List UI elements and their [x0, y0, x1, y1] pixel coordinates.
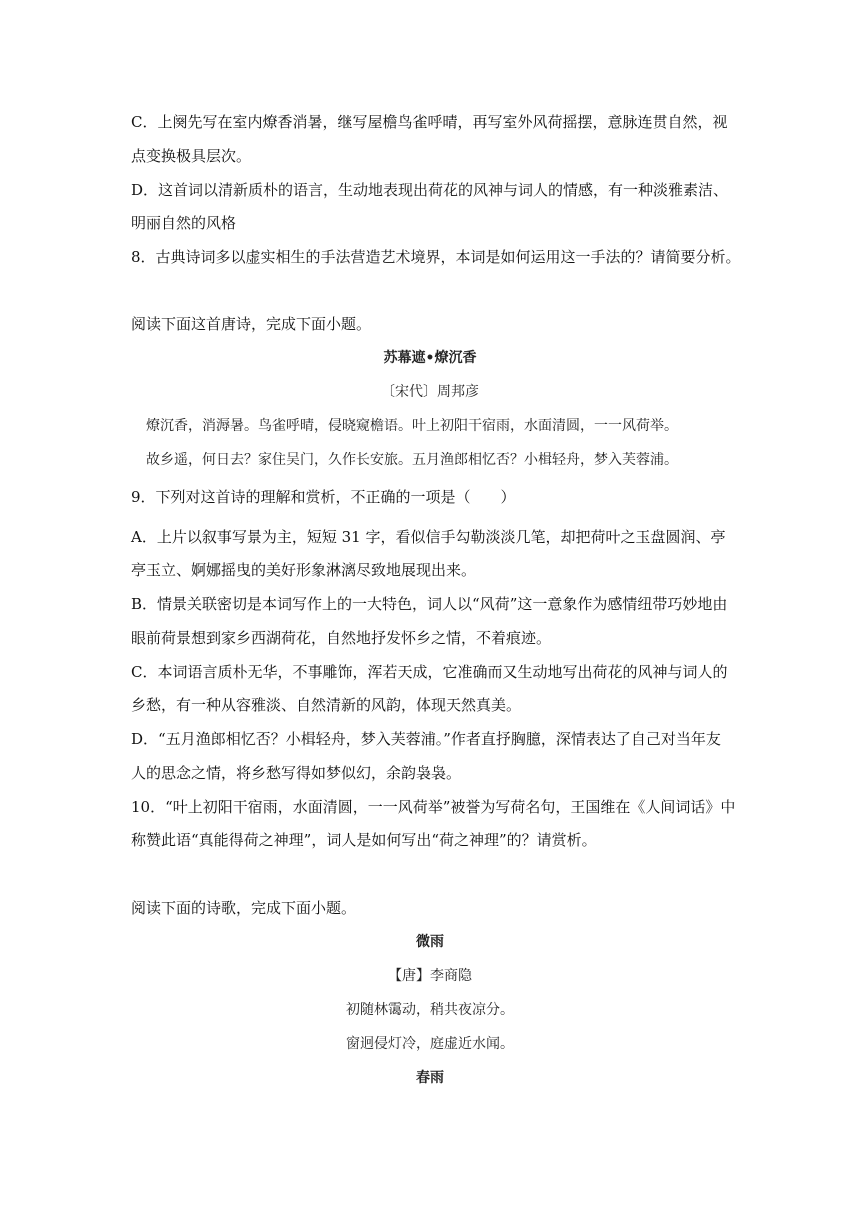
poem2-title: 春雨 [416, 1070, 444, 1086]
q9-option-d-line1: D．“五月渔郎相忆否？小楫轻舟，梦入芙蓉浦。”作者直抒胸臆，深情表达了自己对当年友 [131, 730, 721, 748]
section3-intro: 阅读下面的诗歌，完成下面小题。 [131, 899, 357, 917]
q9-option-a-line1: A．上片以叙事写景为主，短短 31 字，看似信手勾勒淡淡几笔，却把荷叶之玉盘圆润、亭 [131, 528, 726, 546]
q9-option-b-line2: 眼前荷景想到家乡西湖荷花，自然地抒发怀乡之情，不着痕迹。 [131, 629, 552, 647]
q9-option-a-line2: 亭玉立、婀娜摇曳的美好形象淋漓尽致地展现出来。 [131, 561, 477, 579]
poem1-line-1: 初随林霭动，稍共夜凉分。 [346, 1002, 514, 1018]
section2-intro: 阅读下面这首唐诗，完成下面小题。 [131, 315, 372, 333]
q8-question: 8．古典诗词多以虚实相生的手法营造艺术境界，本词是如何运用这一手法的？请简要分析。 [131, 248, 741, 266]
poem-author: 〔宋代〕周邦彦 [381, 384, 479, 400]
q9-option-b-line1: B．情景关联密切是本词写作上的一大特色，词人以“风荷”这一意象作为感情纽带巧妙地由 [131, 595, 728, 613]
q10-line2: 称赞此语“真能得荷之神理”，词人是如何写出“荷之神理”的？请赏析。 [131, 831, 597, 849]
q7-option-c-line1: C．上阕先写在室内燎香消暑，继写屋檐鸟雀呼晴，再写室外风荷摇摆，意脉连贯自然，视 [131, 113, 728, 131]
poem1-author: 【唐】李商隐 [388, 968, 472, 984]
q9-option-c-line2: 乡愁，有一种从容雅淡、自然清新的风韵，体现天然真美。 [131, 696, 522, 714]
poem-title: 苏幕遮•燎沉香 [383, 350, 477, 366]
poem-line-2: 故乡遥，何日去？家住吴门，久作长安旅。五月渔郎相忆否？小楫轻舟，梦入芙蓉浦。 [146, 452, 678, 468]
q10-line1: 10．“叶上初阳干宿雨，水面清圆，一一风荷举”被誉为写荷名句，王国维在《人间词话》中 [131, 798, 736, 816]
q7-option-d-line2: 明丽自然的风格 [131, 214, 237, 232]
q9-option-c-line1: C．本词语言质朴无华，不事雕饰，浑若天成，它准确而又生动地写出荷花的风神与词人的 [131, 663, 728, 681]
poem1-title: 微雨 [416, 934, 444, 950]
poem1-line-2: 窗迥侵灯冷，庭虚近水闻。 [346, 1036, 514, 1052]
poem-line-1: 燎沉香，消溽暑。鸟雀呼晴，侵晓窥檐语。叶上初阳干宿雨，水面清圆，一一风荷举。 [146, 418, 678, 434]
q9-option-d-line2: 人的思念之情，将乡愁写得如梦似幻，余韵袅袅。 [131, 764, 462, 782]
q9-stem: 9．下列对这首诗的理解和赏析，不正确的一项是（ ） [131, 488, 516, 506]
q7-option-d-line1: D．这首词以清新质朴的语言，生动地表现出荷花的风神与词人的情感，有一种淡雅素洁、 [131, 181, 729, 199]
q7-option-c-line2: 点变换极具层次。 [131, 147, 252, 165]
